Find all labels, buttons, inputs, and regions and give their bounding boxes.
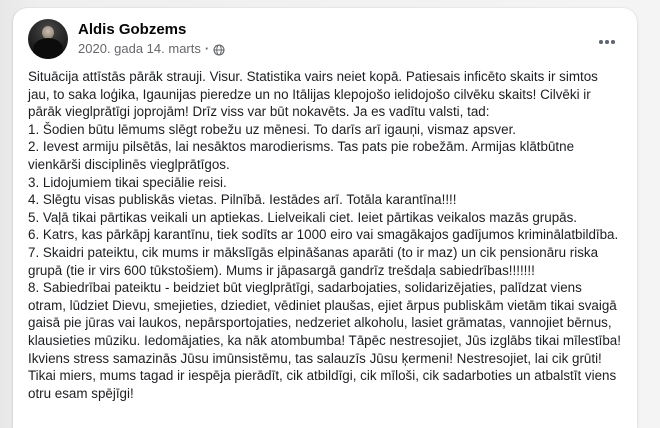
post-paragraph-item-3: 3. Lidojumiem tikai speciālie reisi. xyxy=(28,174,227,190)
globe-icon xyxy=(213,43,225,55)
post-paragraph-item-4: 4. Slēgtu visas publiskās vietas. Pilnībā. Iestādes arī. Totāla karantīna!!!! xyxy=(28,192,457,208)
post-paragraph-item-6: 6. Katrs, kas pārkāpj karantīnu, tiek sodīts ar 1000 eiro vai smagākajos gadījumos kriminālatbildība. xyxy=(28,227,619,243)
post-paragraph-item-1: 1. Šodien būtu lēmums slēgt robežu uz mēnesi. To darīs arī igauņi, vismaz apsver. xyxy=(28,121,517,137)
avatar[interactable] xyxy=(28,19,68,59)
meta-separator: · xyxy=(204,41,210,56)
post-paragraph-item-2: 2. Ievest armiju pilsētās, lai nesāktos marodierisms. Tas pats pie robežām. Armijas klātbūtne vienkārši disciplinēs vieglprātīgos. xyxy=(28,139,575,172)
post-paragraph-intro: Situācija attīstās pārāk strauji. Visur. Statistika vairs neiet kopā. Patiesais inficēto skaits ir simtos jau, to saka loģika, Igaunijas pieredze un no Itālijas klepojošo ielidojošo cilvēku skaits! Cilvēki ir pārāk vieglprātīgi joprojām! Drīz viss var būt nokavēts. Ja es vadītu valsti, tad: xyxy=(28,69,598,120)
ellipsis-dot xyxy=(611,40,615,44)
avatar-torso xyxy=(33,38,63,59)
post-header xyxy=(13,8,637,65)
ellipsis-dot xyxy=(599,40,603,44)
facebook-post-card xyxy=(13,8,637,428)
post-header-text xyxy=(78,19,225,57)
post-body xyxy=(13,65,637,402)
post-paragraph-item-8: 8. Sabiedrībai pateiktu - beidziet būt vieglprātīgi, sadarbojaties, solidarizējaties, palīdzat viens otram, lūdziet Dievu, smejieties, dziediet, vēdiniet plaušas, ejiet ārpus publiskām vietām tikai svaigā gaisā pie jūras vai laukos, nepārsportojaties, nedzeriet alkoholu, lasiet grāmatas, vannojiet bērnus, klausieties mūziku. Iedomājaties, ka nāk atombumba! Tāpēc nestresojiet, Jūs izglābs tikai mīlestība! Ikviens stress samazinās Jūsu imūnsistēmu, tas salauzīs Jūsu ķermeni! Nestresojiet, lai cik grūti! Tikai miers, mums tagad ir iespēja pierādīt, cik atbildīgi, cik mīloši, cik sadarboties un atbalstīt viens otru esam spējīgi! xyxy=(28,280,621,401)
post-paragraph-item-7: 7. Skaidri pateiktu, cik mums ir mākslīgās elpināšanas aparāti (to ir maz) un cik pensionāru riska grupā (tie ir virs 600 tūkstošiem). Mums ir jāpasargā gandrīz trešdaļa sabiedrības!!!!!!! xyxy=(28,244,599,278)
ellipsis-dot xyxy=(605,40,609,44)
more-options-button[interactable] xyxy=(591,28,623,56)
author-name[interactable]: Aldis Gobzems xyxy=(78,21,187,38)
post-paragraph-item-5: 5. Vaļā tikai pārtikas veikali un aptiekas. Lielveikali ciet. Ieiet pārtikas veikalos mazās grupās. xyxy=(28,209,578,225)
post-timestamp[interactable]: 2020. gada 14. marts xyxy=(78,41,201,56)
post-meta xyxy=(78,40,225,57)
